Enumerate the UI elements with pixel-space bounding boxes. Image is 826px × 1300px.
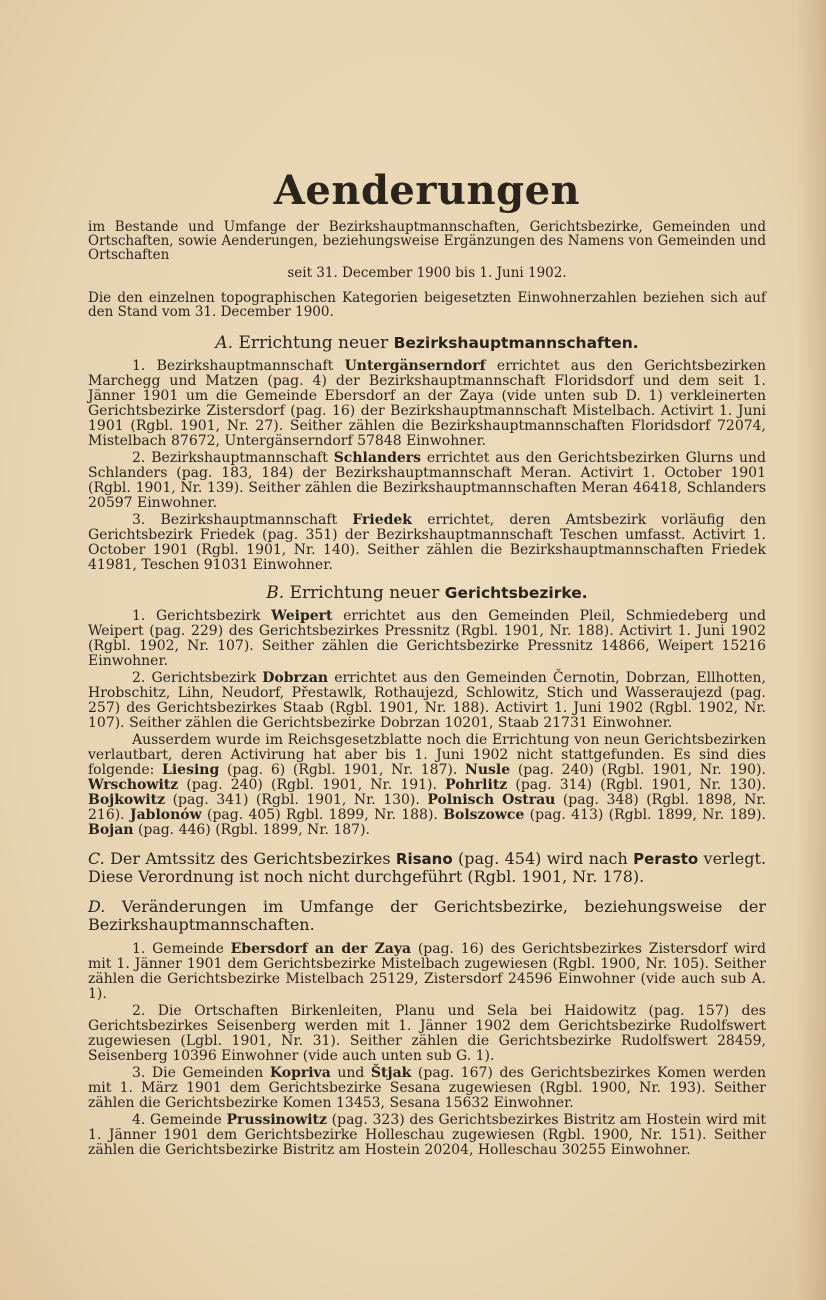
section-a-item-2: 2. Bezirkshauptmannschaft Schlanders errichtet aus den Gerichtsbezirken Glurns und Schlanders (pag. 183, 184) der Bezirkshauptmannschaft Meran. Activirt 1. October 1901 (Rgbl. 1901, Nr. 139). Seither zählen die Bezirkshauptmannschaften Meran 46418, Schlanders 20597 Einwohner. <box>88 450 766 511</box>
intro-text: im Bestande und Umfange der Bezirkshauptmannschaften, Gerichtsbezirke, Gemeinden und Ortschaften, sowie Aenderungen, beziehungsweise Ergänzungen des Namens von Gemeinden und Ortschaften <box>88 219 766 263</box>
section-b-heading: B. Errichtung neuer Gerichtsbezirke. <box>266 583 588 603</box>
section-d-item-2: 2. Die Ortschaften Birkenleiten, Planu und Sela bei Haidowitz (pag. 157) des Gerichtsbezirkes Seisenberg werden mit 1. Jänner 1902 dem Gerichtsbezirke Rudolfswert zugewiesen (Lgbl. 1901, Nr. 31). Seither zählen die Gerichtsbezirke Rudolfswert 28459, Seisenberg 10396 Einwohner (vide auch unten sub G. 1). <box>88 1003 766 1064</box>
document-body <box>88 168 766 1160</box>
section-c-paragraph: C. Der Amtssitz des Gerichtsbezirkes Risano (pag. 454) wird nach Perasto verlegt. Diese Verordnung ist noch nicht durchgeführt (Rgbl. 1901, Nr. 178). <box>88 849 767 886</box>
date-range: seit 31. December 1900 bis 1. Juni 1902. <box>287 265 567 281</box>
section-d-item-4: 4. Gemeinde Prussinowitz (pag. 323) des Gerichtsbezirkes Bistritz am Hostein wird mit 1. Jänner 1901 dem Gerichtsbezirke Holleschau zugewiesen (Rgbl. 1900, Nr. 151). Seither zählen die Gerichtsbezirke Bistritz am Hostein 20204, Holleschau 30255 Einwohner. <box>88 1112 767 1158</box>
section-d-item-3: 3. Die Gemeinden Kopriva und Štjak (pag. 167) des Gerichtsbezirkes Komen werden mit 1. März 1901 dem Gerichtsbezirke Sesana zugewiesen (Rgbl. 1900, Nr. 193). Seither zählen die Gerichtsbezirke Komen 13453, Sesana 15632 Einwohner. <box>88 1065 766 1111</box>
section-b-item-2: 2. Gerichtsbezirk Dobrzan errichtet aus den Gemeinden Černotin, Dobrzan, Ellhotten, Hrobschitz, Lihn, Neudorf, Přestawlk, Rothaujezd, Schlowitz, Stich und Wasseraujezd (pag. 257) des Gerichtsbezirkes Staab (Rgbl. 1901, Nr. 188). Activirt 1. Juni 1902 (Rgbl. 1902, Nr. 107). Seither zählen die Gerichtsbezirke Dobrzan 10201, Staab 21731 Einwohner. <box>88 670 766 731</box>
page-title: Aenderungen <box>273 167 581 214</box>
section-a-heading: A. Errichtung neuer Bezirkshauptmannschaften. <box>215 333 639 353</box>
population-note: Die den einzelnen topographischen Kategorien beigesetzten Einwohnerzahlen beziehen sich auf den Stand vom 31. December 1900. <box>88 290 766 320</box>
page-edge-shadow <box>796 0 826 1300</box>
section-d-item-1: 1. Gemeinde Ebersdorf an der Zaya (pag. 16) des Gerichtsbezirkes Zistersdorf wird mit 1. Jänner 1901 dem Gerichtsbezirke Mistelbach zugewiesen (Rgbl. 1900, Nr. 105). Seither zählen die Gerichtsbezirke Mistelbach 25129, Zistersdorf 24596 Einwohner (vide auch sub A. 1). <box>88 941 767 1002</box>
section-b-item-3: Ausserdem wurde im Reichsgesetzblatte noch die Errichtung von neun Gerichtsbezirken verlautbart, deren Activirung hat aber bis 1. Juni 1902 nicht stattgefunden. Es sind dies folgende: Liesing (pag. 6) (Rgbl. 1901, Nr. 187). Nusle (pag. 240) (Rgbl. 1901, Nr. 190). Wrschowitz (pag. 240) (Rgbl. 1901, Nr. 191). Pohrlitz (pag. 314) (Rgbl. 1901, Nr. 130). Bojkowitz (pag. 341) (Rgbl. 1901, Nr. 130). Polnisch Ostrau (pag. 348) (Rgbl. 1898, Nr. 216). Jablonów (pag. 405) Rgbl. 1899, Nr. 188). Bolszowce (pag. 413) (Rgbl. 1899, Nr. 189). Bojan (pag. 446) (Rgbl. 1899, Nr. 187). <box>88 732 767 838</box>
section-b-item-1: 1. Gerichtsbezirk Weipert errichtet aus den Gemeinden Pleil, Schmiedeberg und Weipert (pag. 229) des Gerichtsbezirkes Pressnitz (Rgbl. 1901, Nr. 188). Activirt 1. Juni 1902 (Rgbl. 1902, Nr. 107). Seither zählen die Gerichtsbezirke Pressnitz 14866, Weipert 15216 Einwohner. <box>88 608 767 669</box>
section-a-item-3: 3. Bezirkshauptmannschaft Friedek errichtet, deren Amtsbezirk vorläufig den Gerichtsbezirk Friedek (pag. 351) der Bezirkshauptmannschaft Teschen umfasst. Activirt 1. October 1901 (Rgbl. 1901, Nr. 140). Seither zählen die Bezirkshauptmannschaften Friedek 41981, Teschen 91031 Einwohner. <box>88 512 766 573</box>
section-a-item-1: 1. Bezirkshauptmannschaft Untergänserndorf errichtet aus den Gerichtsbezirken Marchegg und Matzen (pag. 4) der Bezirkshauptmannschaft Floridsdorf und dem seit 1. Jänner 1901 um die Gemeinde Ebersdorf an der Zaya (vide unten sub D. 1) verkleinerten Gerichtsbezirke Zistersdorf (pag. 16) der Bezirkshauptmannschaft Mistelbach. Activirt 1. Juni 1901 (Rgbl. 1901, Nr. 27). Seither zählen die Bezirkshauptmannschaften Floridsdorf 72074, Mistelbach 87672, Untergänserndorf 57848 Einwohner. <box>88 358 767 449</box>
section-d-heading: D. Veränderungen im Umfange der Gerichtsbezirke, beziehungsweise der Bezirkshauptmannschaften. <box>88 897 766 934</box>
